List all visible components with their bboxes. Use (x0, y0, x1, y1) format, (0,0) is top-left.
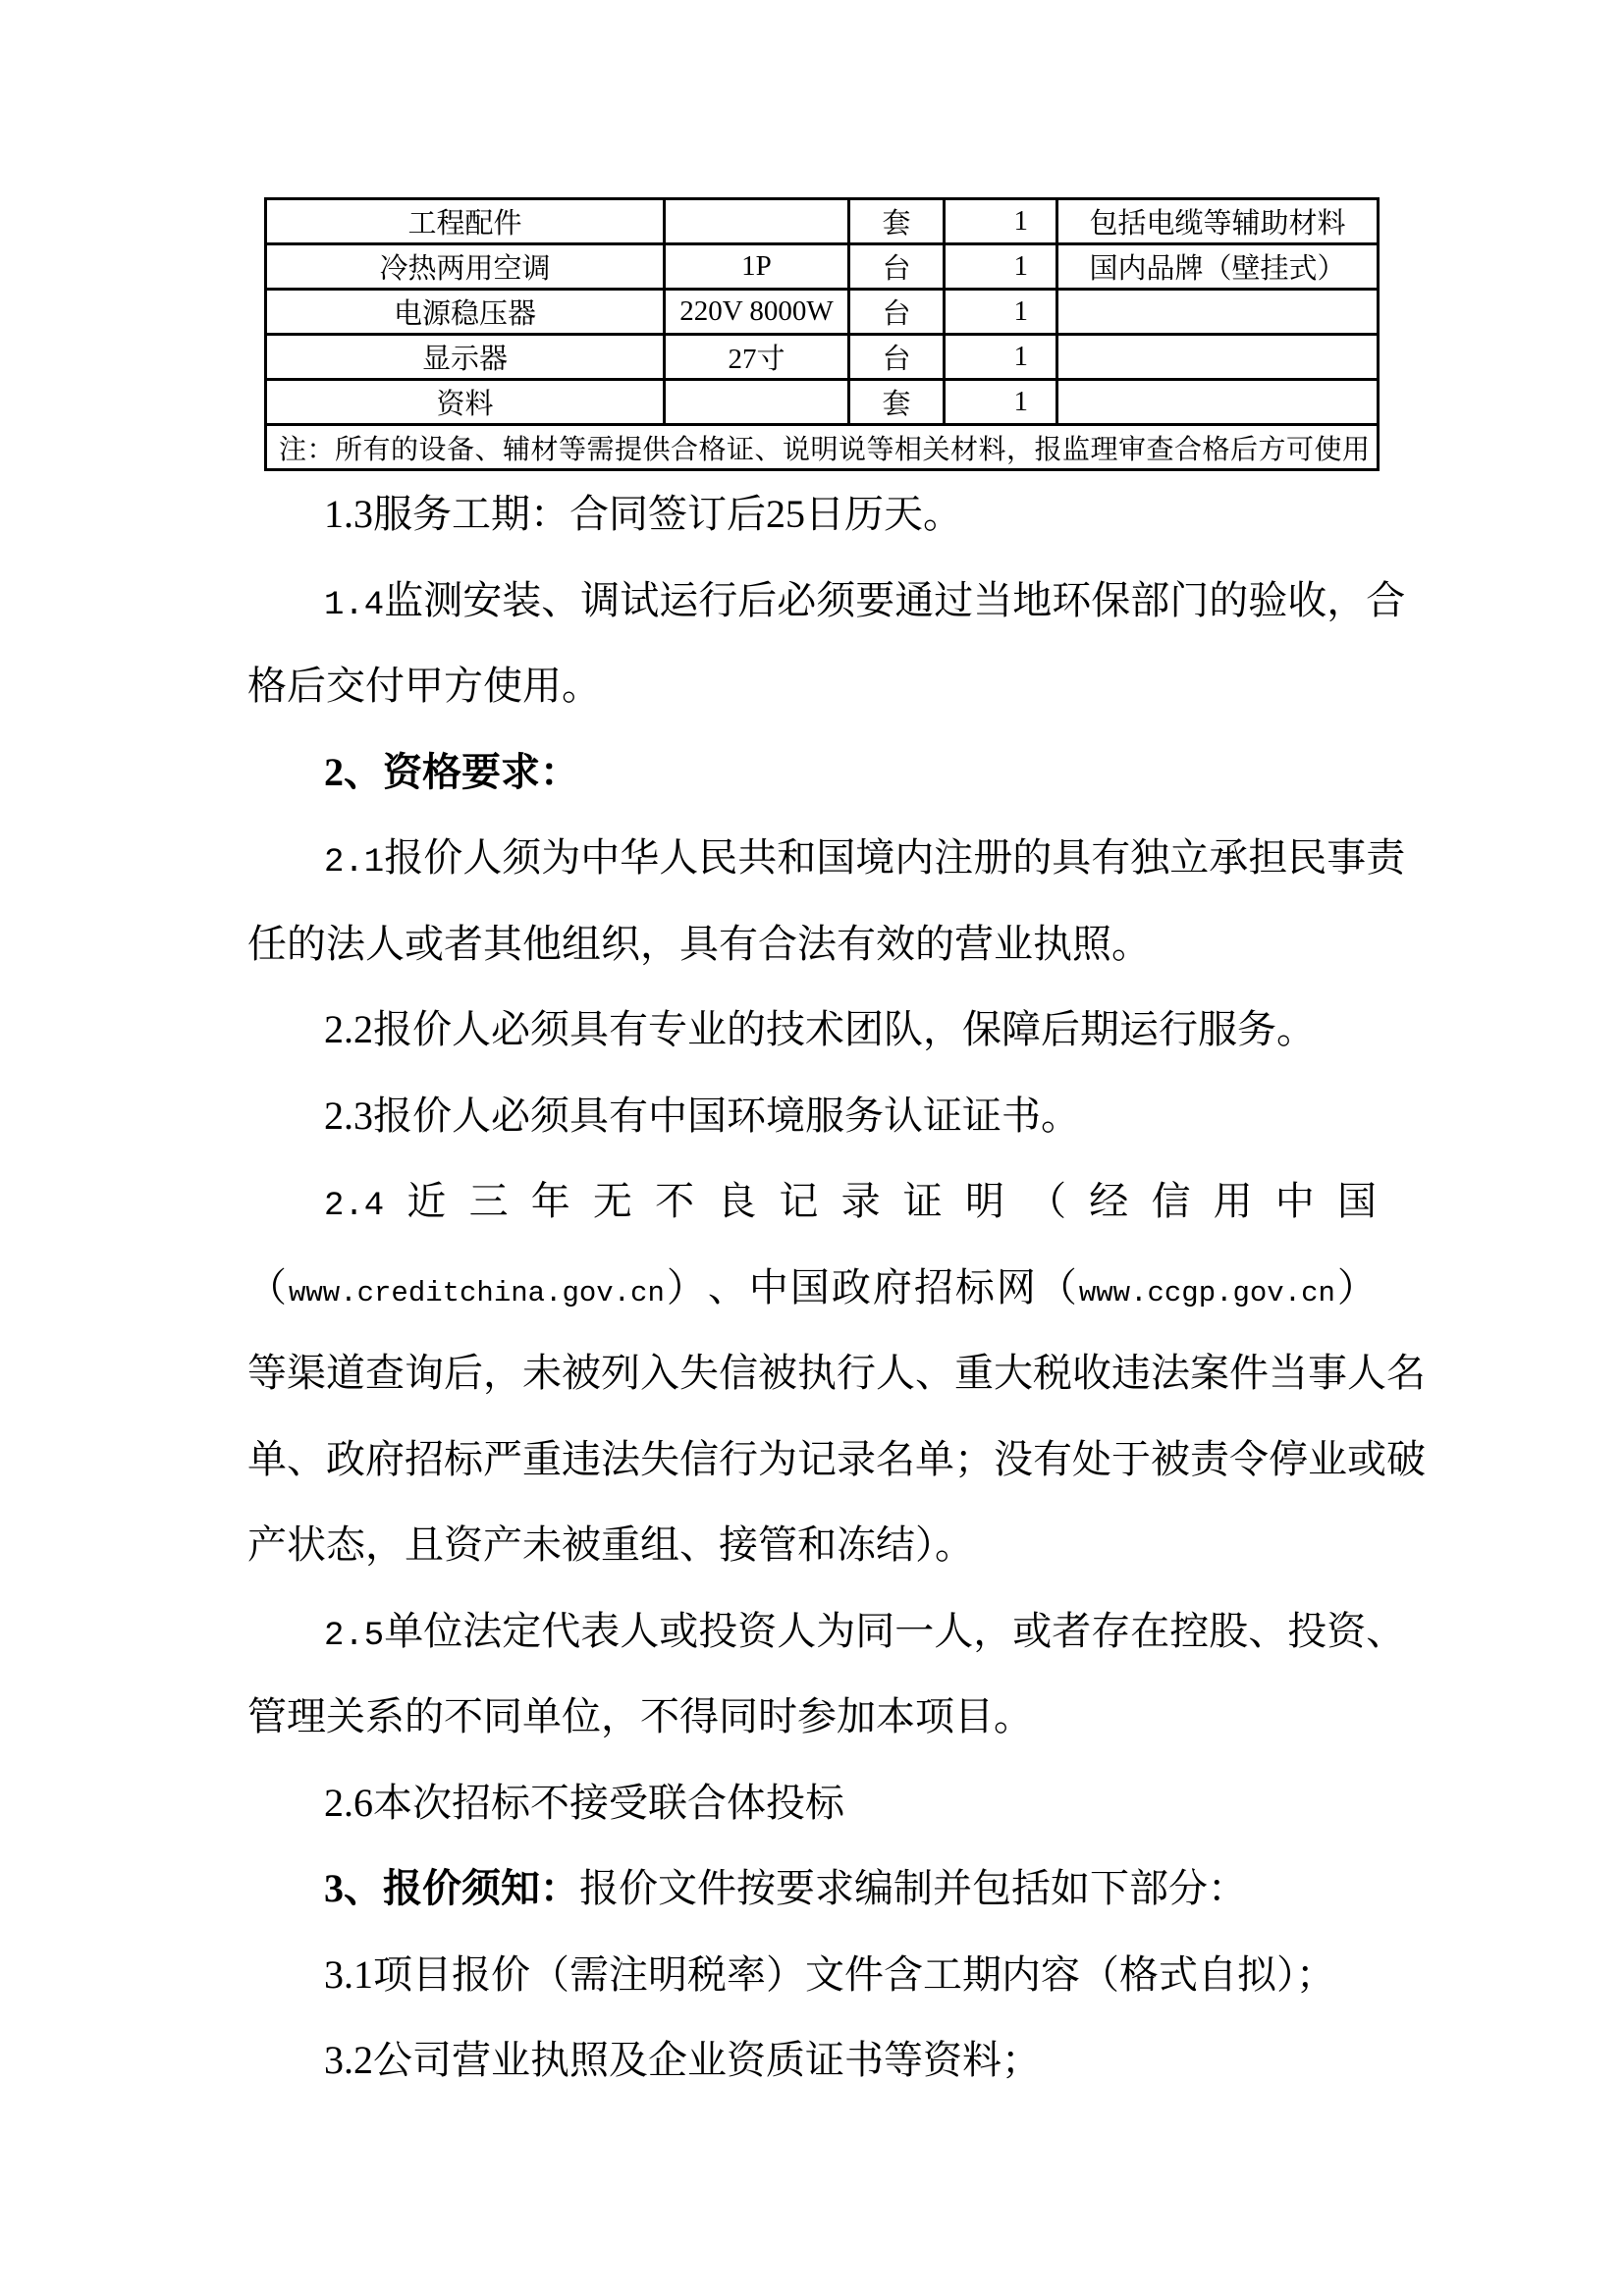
line-token: 国 (789, 1264, 830, 1309)
line-token: 验 (1248, 577, 1288, 622)
cell-name: 工程配件 (266, 199, 665, 244)
cell-spec (665, 380, 849, 425)
line-token: ； (954, 1436, 994, 1481)
cell-spec: 220V 8000W (665, 290, 849, 335)
line-token: 、 (541, 577, 581, 622)
equipment-table (264, 197, 1380, 471)
line-token: 法 (462, 1608, 503, 1653)
line-token: 环 (1052, 577, 1092, 622)
line-token: 人 (934, 1608, 974, 1653)
line-token: （ (1037, 1264, 1077, 1309)
line-token: 破 (1386, 1436, 1426, 1481)
line-token: 处 (1072, 1436, 1111, 1481)
line-token: 为 (758, 1436, 797, 1481)
line-token: 政 (831, 1264, 871, 1309)
line-token: 资 (737, 1608, 778, 1653)
line-token: 通 (894, 577, 935, 622)
line-token: www.ccgp.gov.cn (1078, 1276, 1335, 1309)
line-token: 标 (444, 1436, 483, 1481)
line-token: 重 (954, 1351, 994, 1395)
line-token: 不 (655, 1179, 695, 1223)
line-2-4-cont-1 (247, 1330, 1426, 1416)
line-token: 事 (1308, 1351, 1347, 1395)
line-token: 记 (797, 1436, 837, 1481)
line-token: 人 (620, 1608, 660, 1653)
line-2-2 (247, 987, 1377, 1073)
line-token: ， (1326, 577, 1367, 622)
line-text: 产状态，且资产未被重组、接管和冻结）。 (247, 1522, 974, 1567)
line-token: 者 (1052, 1608, 1092, 1653)
cell-qty: 1 (945, 335, 1057, 380)
line-token: 失 (679, 1351, 719, 1395)
line-token: 业 (1308, 1436, 1347, 1481)
line-token: 大 (994, 1351, 1033, 1395)
cell-remark: 包括电缆等辅助材料 (1057, 199, 1379, 244)
line-token: 、 (1248, 1608, 1288, 1653)
line-token: 法 (1151, 1351, 1190, 1395)
line-token: 投 (1287, 1608, 1327, 1653)
line-token: 为 (816, 1608, 856, 1653)
line-token: 、 (915, 1351, 954, 1395)
cell-remark: 国内品牌（壁挂式） (1057, 244, 1379, 290)
cell-name: 电源稳压器 (266, 290, 665, 335)
cell-qty: 1 (945, 244, 1057, 290)
line-2-1 (247, 815, 1406, 901)
line-token: 运 (659, 577, 699, 622)
line-2-4-urls (247, 1245, 1377, 1331)
line-token: 件 (1229, 1351, 1269, 1395)
line-token: 合 (1366, 577, 1406, 622)
line-token: 境 (855, 835, 895, 880)
cell-remark (1057, 380, 1379, 425)
line-token: 网 (996, 1264, 1036, 1309)
cell-unit: 台 (849, 244, 945, 290)
line-token: 重 (522, 1436, 562, 1481)
line-token: 当 (1269, 1351, 1308, 1395)
line-2-4 (247, 1158, 1377, 1245)
line-token: 记 (779, 1179, 819, 1223)
cell-remark (1057, 290, 1379, 335)
line-token: 无 (592, 1179, 632, 1223)
line-token: 被 (758, 1351, 797, 1395)
line-token: 入 (640, 1351, 679, 1395)
line-token: 华 (620, 835, 660, 880)
table-note-row (266, 425, 1379, 470)
line-token: 册 (973, 835, 1013, 880)
line-token: 案 (1190, 1351, 1229, 1395)
line-token: 三 (468, 1179, 509, 1223)
line-token: 担 (1248, 835, 1288, 880)
line-token: 良 (717, 1179, 757, 1223)
line-token: 渠 (287, 1351, 326, 1395)
line-token: 招 (913, 1264, 953, 1309)
line-text: 2.3报价人必须具有中国环境服务认证证书。 (324, 1093, 1080, 1138)
line-token: ， (483, 1351, 522, 1395)
line-2-heading (247, 729, 1377, 816)
line-token: 后 (444, 1351, 483, 1395)
line-token: 保 (1091, 577, 1131, 622)
line-text: 格后交付甲方使用。 (247, 664, 601, 708)
line-1-4 (247, 558, 1406, 644)
line-token: 内 (894, 835, 935, 880)
line-token: ） (666, 1264, 706, 1309)
line-3-2 (247, 2017, 1377, 2104)
cell-qty: 1 (945, 199, 1057, 244)
line-token: 同 (855, 1608, 895, 1653)
line-token: 标 (954, 1264, 995, 1309)
line-text: 2.2报价人必须具有专业的技术团队，保障后期运行服务。 (324, 1007, 1316, 1051)
line-token: 被 (562, 1351, 601, 1395)
table-row (266, 290, 1379, 335)
line-token: 政 (326, 1436, 365, 1481)
line-token: 股 (1209, 1608, 1249, 1653)
line-token: 立 (1169, 835, 1210, 880)
cell-unit: 台 (849, 290, 945, 335)
line-bold: 3、报价须知： (324, 1866, 579, 1910)
line-token: 要 (855, 577, 895, 622)
line-token: 道 (326, 1351, 365, 1395)
line-token: 报 (384, 835, 424, 880)
line-2-5 (247, 1588, 1406, 1675)
line-text: 3.1项目报价（需注明税率）文件含工期内容（格式自拟）； (324, 1951, 1335, 1997)
line-token: 收 (1072, 1351, 1111, 1395)
line-token: 后 (737, 577, 778, 622)
line-token: 未 (522, 1351, 562, 1395)
line-token: 2.5 (324, 1617, 385, 1655)
line-3-heading (247, 1845, 1377, 1932)
line-token: 信 (679, 1436, 719, 1481)
cell-name: 显示器 (266, 335, 665, 380)
line-token: 年 (530, 1179, 570, 1223)
cell-spec (665, 199, 849, 244)
cell-remark (1057, 335, 1379, 380)
table-row (266, 380, 1379, 425)
line-token: www.creditchina.gov.cn (289, 1276, 665, 1309)
line-token: 责 (1366, 835, 1406, 880)
line-token: 安 (462, 577, 503, 622)
line-token: 人 (876, 1351, 915, 1395)
line-token: 中 (1274, 1179, 1315, 1223)
line-token: 经 (1089, 1179, 1129, 1223)
cell-unit: 套 (849, 199, 945, 244)
line-token: 录 (840, 1179, 881, 1223)
line-token: 定 (502, 1608, 542, 1653)
line-token: 国 (816, 835, 856, 880)
line-token: 、 (707, 1264, 747, 1309)
table-row (266, 199, 1379, 244)
line-token: 税 (1033, 1351, 1072, 1395)
line-token: 民 (698, 835, 738, 880)
line-token: ） (1336, 1264, 1377, 1309)
line-text: 3.2公司营业执照及企业资质证书等资料； (324, 2038, 1041, 2082)
line-token: 监 (384, 577, 424, 622)
line-token: 或 (1012, 1608, 1053, 1653)
line-token: 和 (777, 835, 817, 880)
table-note: 注：所有的设备、辅材等需提供合格证、说明说等相关材料，报监理审查合格后方可使用 (266, 425, 1379, 470)
cell-qty: 1 (945, 290, 1057, 335)
line-2-1-cont (247, 901, 1377, 988)
line-token: 单 (384, 1608, 424, 1653)
line-token: 价 (423, 835, 463, 880)
line-token: 单 (915, 1436, 954, 1481)
line-token: 须 (816, 577, 856, 622)
line-token: 的 (1012, 835, 1053, 880)
line-1-3 (247, 471, 1377, 558)
line-token: 证 (902, 1179, 943, 1223)
line-token: 询 (405, 1351, 444, 1395)
line-token: 信 (719, 1351, 758, 1395)
line-token: 严 (483, 1436, 522, 1481)
line-token: 查 (365, 1351, 405, 1395)
line-token: 招 (405, 1436, 444, 1481)
line-token: 中 (748, 1264, 788, 1309)
line-token: 承 (1209, 835, 1249, 880)
line-token: 府 (365, 1436, 405, 1481)
line-token: 1.4 (324, 586, 385, 624)
line-token: 于 (1111, 1436, 1151, 1481)
line-token: 违 (562, 1436, 601, 1481)
line-token: 地 (1012, 577, 1053, 622)
line-token: 人 (659, 835, 699, 880)
line-token: 府 (872, 1264, 912, 1309)
line-token: 近 (406, 1179, 447, 1223)
line-token: （ (247, 1264, 287, 1309)
line-token: 人 (777, 1608, 817, 1653)
line-token: 行 (719, 1436, 758, 1481)
line-token: 注 (934, 835, 974, 880)
table-row (266, 244, 1379, 290)
line-token: 控 (1169, 1608, 1210, 1653)
line-token: 人 (462, 835, 503, 880)
line-text: 任的法人或者其他组织，具有合法有效的营业执照。 (247, 921, 1151, 966)
line-token: 执 (797, 1351, 837, 1395)
line-token: 名 (876, 1436, 915, 1481)
line-bold: 2、资格要求： (324, 749, 579, 794)
line-token: 停 (1269, 1436, 1308, 1481)
line-token: 具 (1052, 835, 1092, 880)
line-token: 独 (1130, 835, 1170, 880)
line-token: 失 (640, 1436, 679, 1481)
line-2-4-cont-2 (247, 1416, 1426, 1503)
table-row (266, 335, 1379, 380)
line-token: 人 (1347, 1351, 1386, 1395)
line-2-3 (247, 1073, 1377, 1159)
line-token: 信 (1151, 1179, 1191, 1223)
line-token: 单 (247, 1436, 287, 1481)
line-token: 2.4 (324, 1188, 385, 1225)
cell-spec: 1P (665, 244, 849, 290)
cell-qty: 1 (945, 380, 1057, 425)
line-token: 用 (1213, 1179, 1253, 1223)
line-token: 国 (1336, 1179, 1377, 1223)
line-text: 管理关系的不同单位，不得同时参加本项目。 (247, 1694, 1033, 1738)
line-1-4-cont (247, 643, 1377, 729)
line-token: 2.1 (324, 844, 385, 881)
line-token: ， (973, 1608, 1013, 1653)
line-token: 令 (1229, 1436, 1269, 1481)
line-token: 须 (502, 835, 542, 880)
cell-unit: 台 (849, 335, 945, 380)
line-token: 存 (1091, 1608, 1131, 1653)
line-token: 录 (837, 1436, 876, 1481)
line-token: 门 (1169, 577, 1210, 622)
line-token: 过 (934, 577, 974, 622)
line-token: 为 (541, 835, 581, 880)
line-token: 的 (1209, 577, 1249, 622)
line-token: 、 (1366, 1608, 1406, 1653)
document-body (247, 471, 1426, 2104)
line-token: 或 (659, 1608, 699, 1653)
line-token: 责 (1190, 1436, 1229, 1481)
line-token: 有 (1091, 835, 1131, 880)
line-token: 当 (973, 577, 1013, 622)
cell-unit: 套 (849, 380, 945, 425)
line-token: 名 (1386, 1351, 1426, 1395)
line-token: 民 (1287, 835, 1327, 880)
line-token: 有 (1033, 1436, 1072, 1481)
line-token: 试 (620, 577, 660, 622)
line-token: 表 (580, 1608, 621, 1653)
line-token: 法 (601, 1436, 640, 1481)
line-text: 2.6本次招标不接受联合体投标 (324, 1780, 844, 1825)
cell-spec: 27寸 (665, 335, 849, 380)
line-token: 违 (1111, 1351, 1151, 1395)
line-token: 、 (287, 1436, 326, 1481)
line-token: 行 (698, 577, 738, 622)
line-text: 报价文件按要求编制并包括如下部分： (579, 1866, 1247, 1910)
line-token: （ (1027, 1179, 1067, 1223)
line-token: 装 (502, 577, 542, 622)
line-3-1 (247, 1932, 1377, 2018)
line-2-4-cont-3 (247, 1502, 1377, 1588)
line-token: 事 (1326, 835, 1367, 880)
line-token: 明 (964, 1179, 1004, 1223)
line-token: 列 (601, 1351, 640, 1395)
line-token: 位 (423, 1608, 463, 1653)
line-token: 行 (837, 1351, 876, 1395)
line-token: 一 (894, 1608, 935, 1653)
cell-name: 资料 (266, 380, 665, 425)
line-2-6 (247, 1760, 1377, 1846)
line-token: 共 (737, 835, 778, 880)
line-token: 调 (580, 577, 621, 622)
line-text: 1.3服务工期：合同签订后25日历天。 (324, 492, 962, 536)
line-token: 收 (1287, 577, 1327, 622)
line-token: 部 (1130, 577, 1170, 622)
line-token: 等 (247, 1351, 287, 1395)
line-token: 投 (698, 1608, 738, 1653)
line-2-5-cont (247, 1674, 1377, 1760)
cell-name: 冷热两用空调 (266, 244, 665, 290)
line-token: 没 (994, 1436, 1033, 1481)
line-token: 资 (1326, 1608, 1367, 1653)
line-token: 测 (423, 577, 463, 622)
line-token: 必 (777, 577, 817, 622)
line-token: 在 (1130, 1608, 1170, 1653)
line-token: 代 (541, 1608, 581, 1653)
line-token: 被 (1151, 1436, 1190, 1481)
line-token: 或 (1347, 1436, 1386, 1481)
line-token: 中 (580, 835, 621, 880)
